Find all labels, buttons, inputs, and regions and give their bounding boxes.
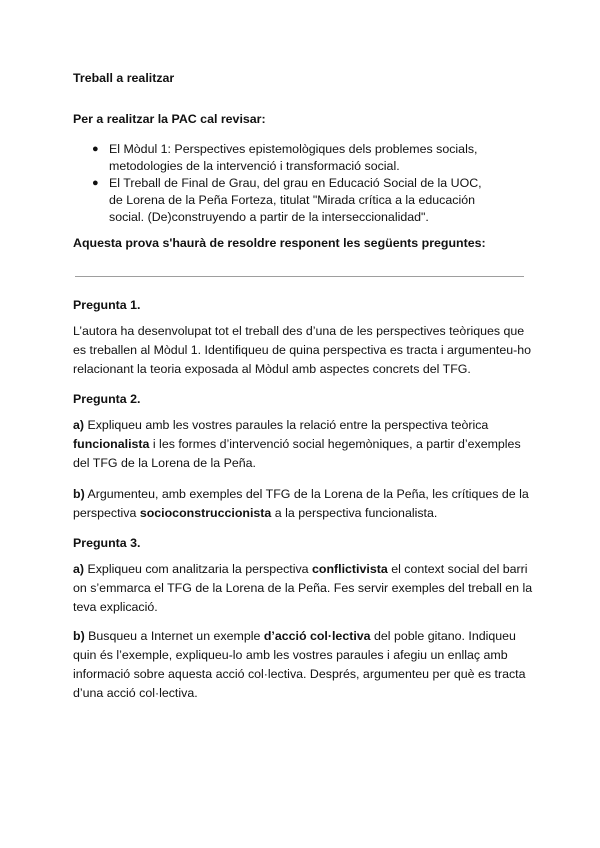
question-2b-text	[73, 485, 533, 523]
bullet-icon: ●	[92, 143, 99, 155]
question-3b-label: b)	[73, 629, 85, 643]
review-list	[92, 141, 492, 226]
answer-heading: Aquesta prova s'haurà de resoldre responent les següents preguntes:	[73, 236, 486, 250]
question-1-heading: Pregunta 1.	[73, 298, 141, 312]
page-title: Treball a realitzar	[73, 71, 175, 85]
divider	[75, 276, 524, 277]
question-2b-label: b)	[73, 487, 85, 501]
review-heading: Per a realitzar la PAC cal revisar:	[73, 112, 266, 126]
list-item-text: El Mòdul 1: Perspectives epistemològiques dels problemes socials, metodologies de la intervenció i transformació social.	[109, 142, 478, 173]
question-2a-label: a)	[73, 418, 85, 432]
question-3b-keyword: d’acció col·lectiva	[263, 629, 371, 643]
question-3a-post: el context social del barri on s’emmarca el TFG de la Lorena de la Peña. Fes servir exemples del treball en la teva explicació.	[73, 562, 533, 614]
question-3b-pre: Busqueu a Internet un exemple	[84, 629, 264, 643]
question-2a-keyword: funcionalista	[73, 437, 150, 451]
question-3b-post: del poble gitano. Indiqueu quin és l’exemple, expliqueu-lo amb les vostres paraules i afegiu un enllaç amb informació sobre aquesta acció col·lectiva. Després, argumenteu per què es tracta d’una acció col·lectiva.	[73, 629, 526, 700]
question-2b-pre: Argumenteu, amb exemples del TFG de la Lorena de la Peña, les crítiques de la perspectiva	[73, 487, 529, 520]
question-3a-pre: Expliqueu com analitzaria la perspectiva	[84, 562, 312, 576]
question-3a-text	[73, 560, 533, 617]
question-1-text: L’autora ha desenvolupat tot el treball des d’una de les perspectives teòriques que es treballen al Mòdul 1. Identifiqueu de quina perspectiva es tracta i argumenteu-ho relacionant la teoria exposada al Mòdul amb aspectes concrets del TFG.	[73, 324, 532, 376]
question-2a-post: i les formes d’intervenció social hegemòniques, a partir d’exemples del TFG de la Lorena de la Peña.	[73, 437, 521, 470]
question-2a-pre: Expliqueu amb les vostres paraules la relació entre la perspectiva teòrica	[84, 418, 489, 432]
question-3-heading: Pregunta 3.	[73, 536, 141, 550]
question-3a-label: a)	[73, 562, 85, 576]
question-3a-keyword: conflictivista	[312, 562, 388, 576]
bullet-icon: ●	[92, 177, 99, 189]
question-2b-post: a la perspectiva funcionalista.	[271, 506, 438, 520]
list-item	[92, 141, 492, 175]
question-3b-text	[73, 627, 533, 703]
list-item	[92, 175, 492, 226]
question-2b-keyword: socioconstruccionista	[139, 506, 272, 520]
question-2a-text	[73, 416, 533, 473]
question-2-heading: Pregunta 2.	[73, 392, 141, 406]
list-item-text: El Treball de Final de Grau, del grau en Educació Social de la UOC, de Lorena de la Peña Forteza, titulat "Mirada crítica a la educación social. (De)construyendo a partir de la interseccionalidad".	[109, 176, 482, 224]
